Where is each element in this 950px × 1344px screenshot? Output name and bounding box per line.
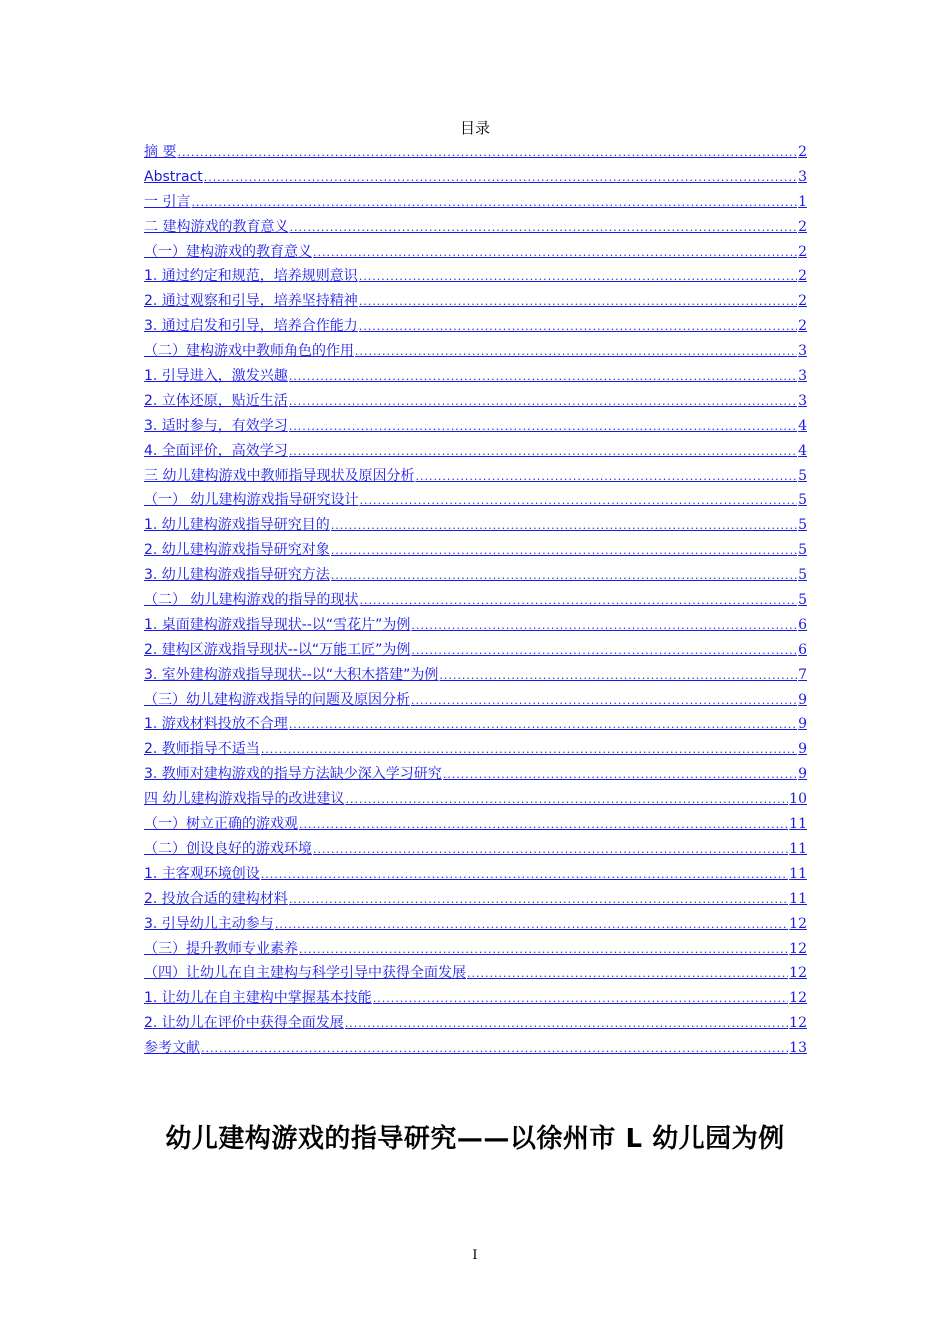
toc-entry-page: 12 — [789, 1015, 807, 1032]
toc-dot-leader — [289, 216, 797, 241]
toc-heading: 目录 — [459, 119, 490, 137]
toc-dot-leader — [299, 938, 788, 963]
toc-entry[interactable] — [144, 439, 807, 464]
toc-dot-leader — [411, 614, 797, 639]
toc-entry-label: （一） 幼儿建构游戏指导研究设计 — [144, 492, 359, 509]
toc-entry[interactable] — [144, 488, 807, 513]
toc-entry-page: 11 — [789, 816, 807, 833]
toc-dot-leader — [261, 863, 788, 888]
toc-entry[interactable] — [144, 937, 807, 962]
toc-dot-leader — [359, 265, 797, 290]
toc-dot-leader — [289, 365, 797, 390]
toc-entry[interactable] — [144, 638, 807, 663]
toc-entry-page: 2 — [798, 144, 807, 160]
toc-entry-page: 2 — [798, 243, 807, 260]
toc-entry[interactable] — [144, 912, 807, 937]
toc-entry-label: （二）建构游戏中教师角色的作用 — [144, 343, 354, 360]
toc-entry[interactable] — [144, 563, 807, 588]
toc-entry-label: 2. 立体还原，贴近生活 — [144, 392, 288, 409]
toc-entry-label: 二 建构游戏的教育意义 — [144, 218, 289, 235]
toc-entry-label: （一）树立正确的游戏观 — [144, 816, 298, 833]
toc-entry-page: 9 — [798, 766, 807, 783]
toc-entry-label: Abstract — [144, 168, 203, 185]
toc-dot-leader — [289, 440, 797, 465]
toc-entry-label: 一 引言 — [144, 193, 191, 210]
toc-dot-leader — [443, 763, 797, 788]
toc-entry-label: 3. 教师对建构游戏的指导方法缺少深入学习研究 — [144, 766, 442, 783]
toc-entry-page: 6 — [798, 641, 807, 658]
toc-entry-page: 2 — [798, 318, 807, 335]
toc-entry[interactable] — [144, 464, 807, 489]
toc-dot-leader — [313, 838, 788, 863]
page-number: I — [472, 1248, 478, 1263]
toc-dot-leader — [275, 913, 788, 938]
toc-entry[interactable] — [144, 414, 807, 439]
toc-entry-page: 9 — [798, 716, 807, 733]
toc-entry-page: 5 — [798, 517, 807, 534]
toc-entry-label: 1. 幼儿建构游戏指导研究目的 — [144, 517, 330, 534]
toc-dot-leader — [439, 664, 797, 689]
toc-entry-page: 3 — [798, 368, 807, 385]
toc-entry[interactable] — [144, 389, 807, 414]
toc-entry-label: （二） 幼儿建构游戏的指导的现状 — [144, 592, 359, 609]
toc-dot-leader — [204, 166, 797, 191]
toc-entry-page: 5 — [798, 542, 807, 559]
toc-entry[interactable] — [144, 289, 807, 314]
toc-entry-page: 12 — [789, 965, 807, 982]
toc-entry-label: 摘 要 — [144, 144, 177, 160]
toc-entry[interactable] — [144, 986, 807, 1011]
toc-entry-label: 1. 游戏材料投放不合理 — [144, 716, 288, 733]
toc-entry-page: 5 — [798, 492, 807, 509]
toc-entry-label: 2. 教师指导不适当 — [144, 741, 260, 758]
toc-dot-leader — [359, 589, 797, 614]
toc-dot-leader — [359, 489, 797, 514]
toc-entry[interactable] — [144, 837, 807, 862]
toc-entry-page: 4 — [798, 417, 807, 434]
toc-entry-label: （四）让幼儿在自主建构与科学引导中获得全面发展 — [144, 965, 466, 982]
toc-entry-label: 2. 幼儿建构游戏指导研究对象 — [144, 542, 330, 559]
toc-entry[interactable] — [144, 314, 807, 339]
toc-entry-label: 参考文献 — [144, 1040, 200, 1057]
toc-entry-page: 4 — [798, 442, 807, 459]
toc-entry-page: 2 — [798, 218, 807, 235]
toc-entry-page: 11 — [789, 865, 807, 882]
toc-entry-label: （一）建构游戏的教育意义 — [144, 243, 312, 260]
toc-dot-leader — [373, 987, 788, 1012]
toc-entry[interactable] — [144, 190, 807, 215]
toc-entry[interactable] — [144, 787, 807, 812]
toc-dot-leader — [331, 539, 797, 564]
toc-entry-page: 1 — [798, 193, 807, 210]
toc-entry-label: 三 幼儿建构游戏中教师指导现状及原因分析 — [144, 467, 415, 484]
toc-entry-label: 1. 主客观环境创设 — [144, 865, 260, 882]
toc-entry-page: 6 — [798, 616, 807, 633]
toc-entry-label: 四 幼儿建构游戏指导的改进建议 — [144, 791, 345, 808]
toc-entry[interactable] — [144, 513, 807, 538]
toc-dot-leader — [331, 564, 797, 589]
toc-dot-leader — [201, 1037, 788, 1062]
toc-dot-leader — [345, 1012, 788, 1037]
toc-entry-label: 1. 引导进入，激发兴趣 — [144, 368, 288, 385]
toc-entry[interactable] — [144, 737, 807, 762]
toc-entry[interactable] — [144, 215, 807, 240]
toc-entry-label: 3. 引导幼儿主动参与 — [144, 915, 274, 932]
toc-dot-leader — [289, 415, 797, 440]
toc-entry[interactable] — [144, 887, 807, 912]
toc-dot-leader — [331, 514, 797, 539]
toc-entry-label: 3. 室外建构游戏指导现状--以“大积木搭建”为例 — [144, 666, 439, 683]
toc-entry-page: 3 — [798, 343, 807, 360]
toc-dot-leader — [289, 390, 797, 415]
toc-dot-leader — [467, 962, 788, 987]
toc-entry-label: 3. 通过启发和引导，培养合作能力 — [144, 318, 358, 335]
toc-entry-page: 12 — [789, 990, 807, 1007]
toc-entry[interactable] — [144, 165, 807, 190]
toc-entry-label: 2. 让幼儿在评价中获得全面发展 — [144, 1015, 344, 1032]
toc-entry[interactable] — [144, 538, 807, 563]
toc-entry-page: 9 — [798, 741, 807, 758]
toc-dot-leader — [289, 888, 788, 913]
toc-entry-page: 3 — [798, 168, 807, 185]
toc-entry-page: 5 — [798, 467, 807, 484]
toc-entry-page: 10 — [789, 791, 807, 808]
toc-dot-leader — [345, 788, 788, 813]
toc-entry-page: 11 — [789, 840, 807, 857]
toc-entry-label: （三）提升教师专业素养 — [144, 940, 298, 957]
toc-entry-label: 3. 幼儿建构游戏指导研究方法 — [144, 567, 330, 584]
toc-entry-label: （三）幼儿建构游戏指导的问题及原因分析 — [144, 691, 410, 708]
toc-dot-leader — [415, 465, 797, 490]
toc-entry[interactable] — [144, 1036, 807, 1061]
toc-entry[interactable] — [144, 961, 807, 986]
toc-dot-leader — [313, 241, 797, 266]
toc-entry[interactable] — [144, 364, 807, 389]
toc-entry[interactable] — [144, 762, 807, 787]
toc-entry-label: 1. 通过约定和规范，培养规则意识 — [144, 268, 358, 285]
toc-dot-leader — [411, 639, 797, 664]
toc-dot-leader — [359, 290, 797, 315]
toc-entry-page: 9 — [798, 691, 807, 708]
toc-entry[interactable] — [144, 264, 807, 289]
toc-entry-label: 3. 适时参与，有效学习 — [144, 417, 288, 434]
toc-entry[interactable] — [144, 712, 807, 737]
toc-entry[interactable] — [144, 688, 807, 713]
toc-entry-label: 4. 全面评价，高效学习 — [144, 442, 288, 459]
toc-entry[interactable] — [144, 140, 807, 165]
toc-dot-leader — [411, 689, 797, 714]
toc-entry-label: 2. 建构区游戏指导现状--以“万能工匠”为例 — [144, 641, 411, 658]
toc-dot-leader — [299, 813, 788, 838]
toc-entry-page: 13 — [789, 1040, 807, 1057]
table-of-contents — [144, 140, 807, 1061]
toc-entry-label: 1. 桌面建构游戏指导现状--以“雪花片”为例 — [144, 616, 411, 633]
toc-dot-leader — [191, 191, 797, 216]
toc-dot-leader — [359, 315, 797, 340]
toc-dot-leader — [355, 340, 797, 365]
toc-entry-page: 7 — [798, 666, 807, 683]
toc-entry-page: 5 — [798, 567, 807, 584]
toc-entry[interactable] — [144, 339, 807, 364]
toc-dot-leader — [177, 141, 797, 166]
toc-dot-leader — [289, 713, 797, 738]
toc-entry[interactable] — [144, 862, 807, 887]
toc-entry[interactable] — [144, 240, 807, 265]
toc-entry-label: 1. 让幼儿在自主建构中掌握基本技能 — [144, 990, 372, 1007]
toc-entry-page: 2 — [798, 268, 807, 285]
toc-entry[interactable] — [144, 663, 807, 688]
toc-entry-page: 3 — [798, 392, 807, 409]
toc-entry-page: 12 — [789, 915, 807, 932]
toc-entry-page: 2 — [798, 293, 807, 310]
toc-entry-label: （二）创设良好的游戏环境 — [144, 840, 312, 857]
toc-entry[interactable] — [144, 1011, 807, 1036]
toc-entry[interactable] — [144, 812, 807, 837]
toc-entry-page: 12 — [789, 940, 807, 957]
toc-entry-label: 2. 投放合适的建构材料 — [144, 890, 288, 907]
toc-entry[interactable] — [144, 613, 807, 638]
toc-entry[interactable] — [144, 588, 807, 613]
toc-entry-label: 2. 通过观察和引导，培养坚持精神 — [144, 293, 358, 310]
toc-entry-page: 5 — [798, 592, 807, 609]
toc-dot-leader — [261, 738, 797, 763]
document-title: 幼儿建构游戏的指导研究——以徐州市 L 幼儿园为例 — [165, 1124, 785, 1154]
toc-entry-page: 11 — [789, 890, 807, 907]
